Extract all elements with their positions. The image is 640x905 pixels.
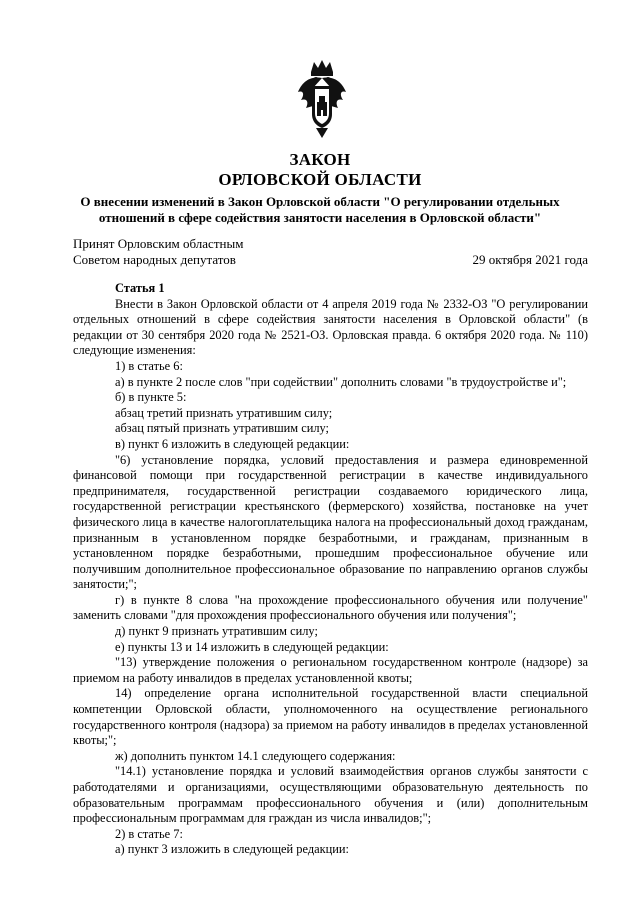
adopted-by-line: Советом народных депутатов bbox=[73, 252, 236, 267]
paragraph: абзац пятый признать утратившим силу; bbox=[115, 421, 329, 436]
paragraph: 14) определение органа исполнительной государственной власти специальной компетенции Орловской области, уполномоченного на осуществление регионального государственного контроля (надзора) за приемом на работу инвалидов в пределах установленной квоты;"; bbox=[73, 686, 588, 748]
paragraph: Внести в Закон Орловской области от 4 апреля 2019 года № 2332-ОЗ "О регулировании отдельных отношений в сфере содействия занятости населения в Орловской области" (в редакции от 30 сентября 2020 года № 2521-ОЗ. Орловская правда. 6 октября 2020 года. № 110) следующие изменения: bbox=[73, 296, 588, 358]
adoption-info bbox=[73, 236, 588, 268]
paragraph: а) пункт 3 изложить в следующей редакции: bbox=[115, 842, 349, 857]
paragraph: "14.1) установление порядка и условий взаимодействия органов службы занятости с работодателями и организациями, осуществляющими образовательную деятельность по образовательным программам профессионального обучения и (или) дополнительным профессиональным программам для граждан из числа инвалидов;"; bbox=[73, 764, 588, 826]
law-title: ЗАКОН bbox=[289, 150, 351, 169]
paragraph: д) пункт 9 признать утратившим силу; bbox=[115, 624, 318, 639]
article-heading: Статья 1 bbox=[115, 281, 165, 295]
paragraph: 1) в статье 6: bbox=[115, 358, 183, 373]
region-title: ОРЛОВСКОЙ ОБЛАСТИ bbox=[218, 170, 422, 189]
paragraph: 2) в статье 7: bbox=[115, 826, 183, 841]
paragraph: б) в пункте 5: bbox=[115, 390, 187, 405]
adopted-by-line: Принят Орловским областным bbox=[73, 236, 244, 251]
paragraph: абзац третий признать утратившим силу; bbox=[115, 405, 333, 420]
adopted-date-row bbox=[73, 252, 588, 268]
subtitle-line: отношений в сфере содействия занятости населения в Орловской области" bbox=[98, 210, 542, 225]
paragraph: "13) утверждение положения о региональном государственном контроле (надзоре) за приемом на работу инвалидов в пределах установленной квоты; bbox=[73, 655, 588, 685]
paragraph: ж) дополнить пунктом 14.1 следующего содержания: bbox=[115, 748, 396, 763]
subtitle-line: О внесении изменений в Закон Орловской области "О регулировании отдельных bbox=[80, 194, 560, 209]
paragraph: в) пункт 6 изложить в следующей редакции: bbox=[115, 436, 350, 451]
paragraph: г) в пункте 8 слова "на прохождение профессионального обучения или получение" заменить словами "для прохождения профессионального обучения или получения"; bbox=[73, 592, 588, 623]
law-subtitle bbox=[60, 194, 580, 226]
paragraph: "6) установление порядка, условий предоставления и размера единовременной финансовой помощи при государственной регистрации в качестве индивидуального предпринимателя, государственной регистрации создаваемого юридического лица, государственной регистрации крестьянского (фермерского) хозяйства, постановке на учет физического лица в качестве налогоплательщика налога на профессиональный доход гражданам, признанным в установленном порядке безработными, и гражданам, признанным в установленном порядке безработными, прошедшим профессиональное обучение или получившим дополнительное профессиональное образование по направлению органов службы занятости;"; bbox=[73, 452, 588, 592]
law-body bbox=[73, 281, 588, 858]
coat-of-arms-icon bbox=[297, 58, 347, 140]
paragraph: а) в пункте 2 после слов "при содействии" дополнить словами "в трудоустройстве и"; bbox=[115, 374, 567, 389]
paragraph: е) пункты 13 и 14 изложить в следующей редакции: bbox=[115, 639, 389, 654]
adoption-date: 29 октября 2021 года bbox=[472, 252, 588, 267]
